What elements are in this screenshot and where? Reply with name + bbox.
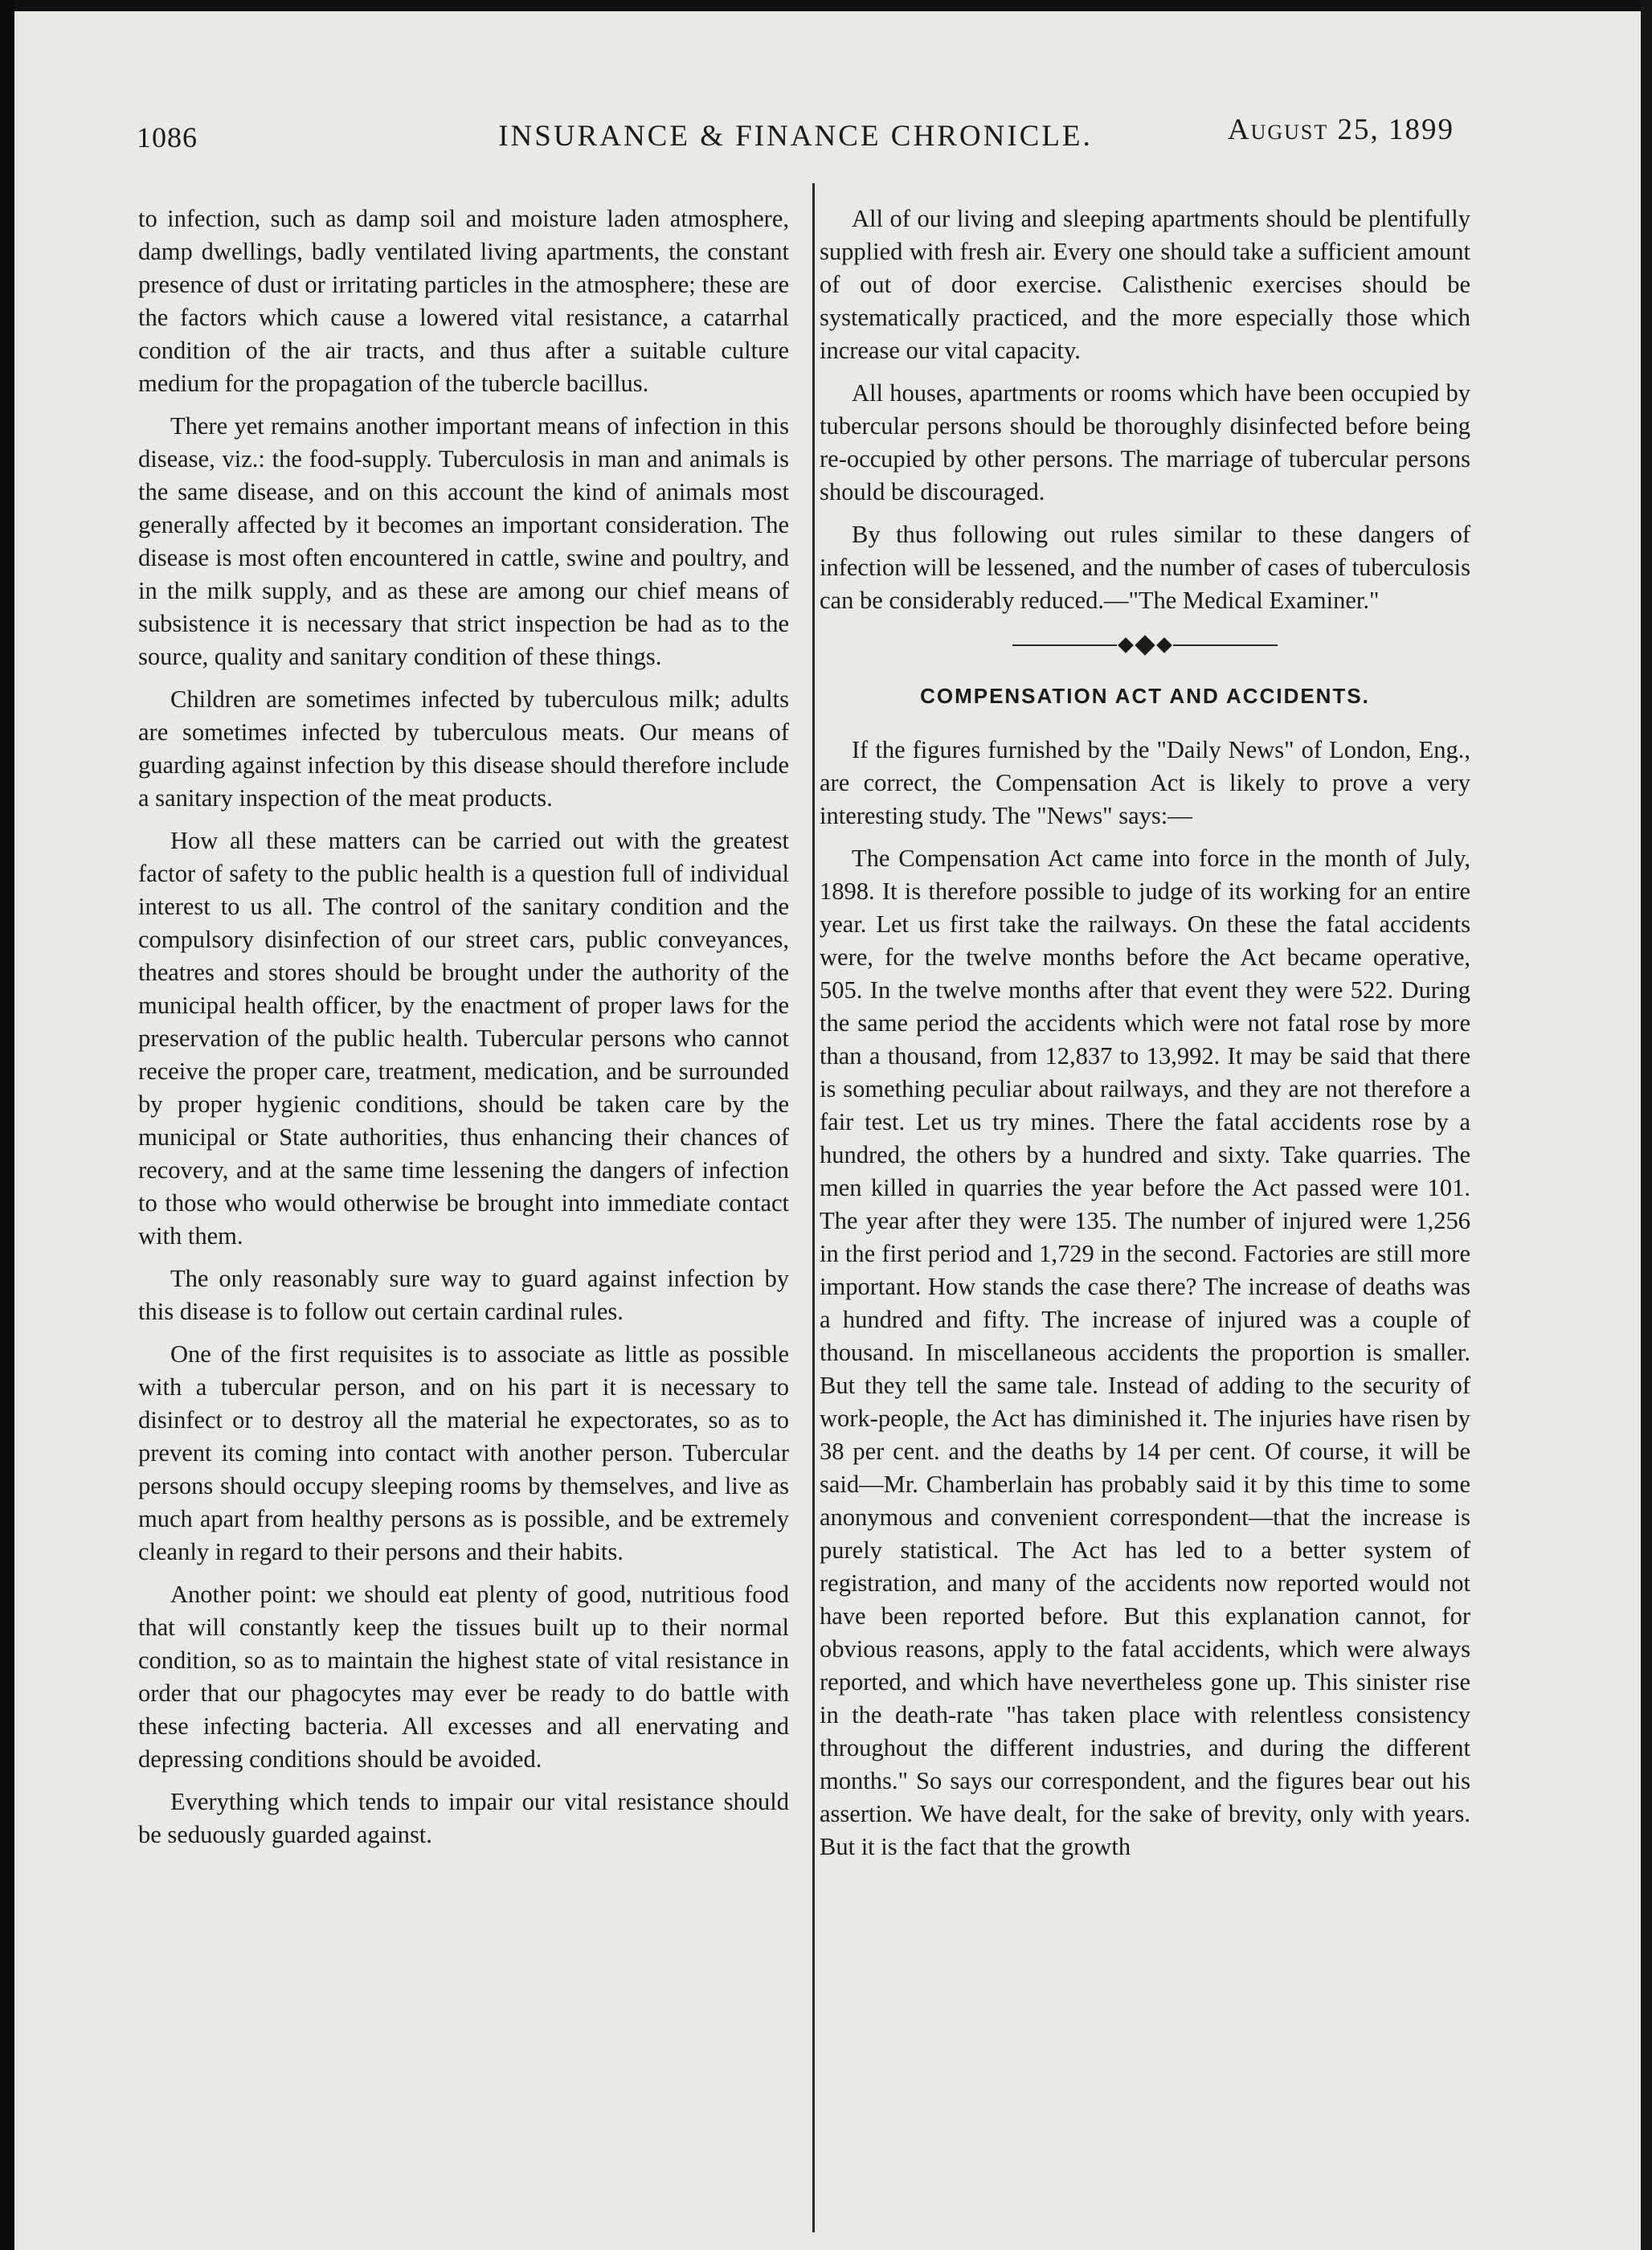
article-paragraph: Children are sometimes infected by tuberculous milk; adults are sometimes infected by tuberculous meats. Our means of guarding against infection by this disease should therefore include a sanitary inspection of the meat products. <box>138 685 789 812</box>
article-paragraph: The only reasonably sure way to guard against infection by this disease is to follow out certain cardinal rules. <box>138 1265 789 1325</box>
article-paragraph: All of our living and sleeping apartments should be plentifully supplied with fresh air. Every one should take a sufficient amount of out of door exercise. Calisthenic exercises should be systematically practiced, and the more especially those which increase our vital capacity. <box>820 205 1470 364</box>
article-paragraph: to infection, such as damp soil and moisture laden atmosphere, damp dwellings, badly ventilated living apartments, the constant presence of dust or irritating particles in the atmosphere; these are the factors which cause a lowered vital resistance, a catarrhal condition of the air tracts, and thus after a suitable culture medium for the propagation of the tubercle bacillus. <box>138 205 789 397</box>
article-paragraph: The Compensation Act came into force in the month of July, 1898. It is therefore possible to judge of its working for an entire year. Let us first take the railways. On these the fatal accidents were, for the twelve months before the Act became operative, 505. In the twelve months after that event they were 522. During the same period the accidents which were not fatal rose by more than a thousand, from 12,837 to 13,992. It may be said that there is something peculiar about railways, and they are not therefore a fair test. Let us try mines. There the fatal accidents rose by a hundred, the others by a hundred and sixty. Take quarries. The men killed in quarries the year before the Act passed were 101. The year after they were 135. The number of injured were 1,256 in the first period and 1,729 in the second. Factories are still more important. How stands the case there? The increase of deaths was a hundred and fifty. The increase of injured was a couple of thousand. In miscellaneous accidents the proportion is smaller. But they tell the same tale. Instead of adding to the security of work-people, the Act has diminished it. The injuries have risen by 38 per cent. and the deaths by 14 per cent. Of course, it will be said—Mr. Chamberlain has probably said it by this time to some anonymous and convenient correspondent—that the increase is purely statistical. The Act has led to a better system of registration, and many of the accidents now reported would not have been reported before. But this explanation cannot, for obvious reasons, apply to the fatal accidents, which were always reported, and which have nevertheless gone up. This sinister rise in the death-rate "has taken place with relentless consistency throughout the different industries, and during the different months." So says our correspondent, and the figures bear out his assertion. We have dealt, for the sake of brevity, only with years. But it is the fact that the growth <box>820 845 1470 1860</box>
column-divider <box>812 183 815 2232</box>
publication-title: INSURANCE & FINANCE CHRONICLE. <box>498 120 1093 153</box>
scan-border-top <box>0 0 1652 11</box>
diamond-ornament-icon <box>1117 638 1173 652</box>
page-number: 1086 <box>137 121 198 153</box>
left-column <box>138 202 789 1861</box>
divider-rule-right <box>1173 644 1278 646</box>
article-paragraph: Everything which tends to impair our vital resistance should be seduously guarded against. <box>138 1788 789 1848</box>
page-header <box>137 112 1454 161</box>
article-paragraph: If the figures furnished by the "Daily News" of London, Eng., are correct, the Compensation Act is likely to prove a very interesting study. The "News" says:— <box>820 736 1470 829</box>
article-paragraph: There yet remains another important means of infection in this disease, viz.: the food-supply. Tuberculosis in man and animals is the same disease, and on this account the kind of animals most generally affected by it becomes an important consideration. The disease is most often encountered in cattle, swine and poultry, and in the milk supply, and as these are among our chief means of subsistence it is necessary that strict inspection be had as to the source, quality and sanitary condition of these things. <box>138 412 789 670</box>
issue-date: August 25, 1899 <box>1227 113 1454 146</box>
article-paragraph: By thus following out rules similar to these dangers of infection will be lessened, and the number of cases of tuberculosis can be considerably reduced.—"The Medical Examiner." <box>820 521 1470 614</box>
ornamental-divider <box>820 638 1470 652</box>
article-paragraph: All houses, apartments or rooms which have been occupied by tubercular persons should be thoroughly disinfected before being re-occupied by other persons. The marriage of tubercular persons should be discouraged. <box>820 379 1470 505</box>
right-column <box>820 202 1470 1873</box>
article-paragraph: Another point: we should eat plenty of good, nutritious food that will constantly keep the tissues built up to their normal condition, so as to maintain the highest state of vital resistance in order that our phagocytes may ever be ready to do battle with these infecting bacteria. All excesses and all enervating and depressing conditions should be avoided. <box>138 1581 789 1773</box>
article-paragraph: One of the first requisites is to associate as little as possible with a tubercular person, and on his part it is necessary to disinfect or to destroy all the material he expectorates, so as to prevent its coming into contact with another person. Tubercular persons should occupy sleeping rooms by themselves, and live as much apart from healthy persons as is possible, and be extremely cleanly in regard to their persons and their habits. <box>138 1340 789 1565</box>
section-heading: COMPENSATION ACT AND ACCIDENTS. <box>920 684 1370 708</box>
scan-border-left <box>0 0 14 2250</box>
article-paragraph: How all these matters can be carried out with the greatest factor of safety to the public health is a question full of individual interest to us all. The control of the sanitary condition and the compulsory disinfection of our street cars, public conveyances, theatres and stores should be brought under the authority of the municipal health officer, by the enactment of proper laws for the preservation of the public health. Tubercular persons who cannot receive the proper care, treatment, medication, and be surrounded by proper hygienic conditions, should be taken care by the municipal or State authorities, thus enhancing their chances of recovery, and at the same time lessening the dangers of infection to those who would otherwise be brought into immediate contact with them. <box>138 827 789 1250</box>
divider-rule-left <box>1012 644 1117 646</box>
scan-border-right <box>1641 0 1652 2250</box>
